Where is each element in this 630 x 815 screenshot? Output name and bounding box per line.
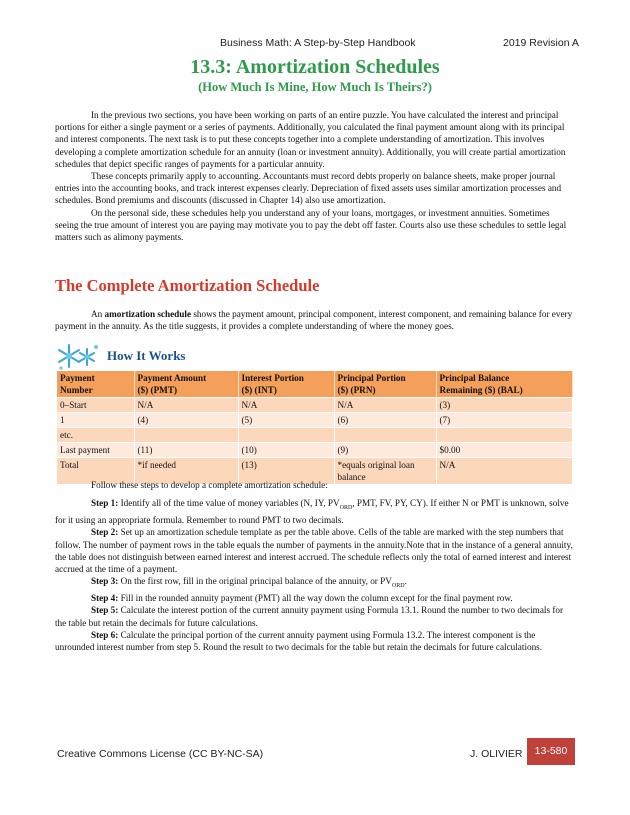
table-cell: (11) — [134, 443, 238, 458]
table-cell: $0.00 — [436, 443, 573, 458]
table-row — [57, 428, 573, 443]
footer-license: Creative Commons License (CC BY-NC-SA) — [57, 748, 264, 760]
table-cell: 0–Start — [57, 398, 134, 413]
table-cell: Last payment — [57, 443, 134, 458]
step-6: Step 6: Calculate the principal portion of the current annuity payment using Formula 13.2. The interest component is the unrounded interest number from step 5. Round the result to two decimals for the table but retain the decimals for future calculations. — [55, 629, 543, 653]
amortization-template-table — [57, 371, 573, 484]
steps-section — [55, 479, 574, 653]
column-header: Interest Portion ($) (INT) — [238, 371, 334, 398]
step-2: Step 2: Set up an amortization schedule template as per the table above. Cells of the table are marked with the step numbers that follow. The number of payment rows in the table equals the number of payments in the annuity.Note that in the instance of a general annuity, the table does not distinguish between earned interest and interest accrued. The schedule reflects only the total of earned interest and interest accrued at the time of a payment. — [55, 527, 573, 575]
intro-paragraph: On the personal side, these schedules help you understand any of your loans, mortgages, or investment annuities. Sometimes seeing the true amount of interest you are paying may motivate you to pay the debt off faster. Courts also use these schedules to settle legal matters such as alimony payments. — [55, 207, 567, 243]
how-it-works-label: How It Works — [107, 348, 186, 363]
amortization-definition — [55, 308, 574, 332]
footer-author: J. OLIVIER — [470, 748, 523, 760]
table-cell: (10) — [238, 443, 334, 458]
table-cell: N/A — [436, 458, 573, 485]
page-number-badge: 13-580 — [527, 738, 575, 765]
table-cell: (5) — [238, 413, 334, 428]
column-header: Principal Balance Remaining ($) (BAL) — [436, 371, 573, 398]
table-cell — [436, 428, 573, 443]
step-5: Step 5: Calculate the interest portion of the current annuity payment using Formula 13.1. Round the number to two decimals for the table but retain the decimals for future calculations. — [55, 605, 564, 628]
intro-paragraph: In the previous two sections, you have been working on parts of an entire puzzle. You have calculated the interest and principal portions for either a single payment or a series of payments. Additionally, you calculated the final payment amount along with its principal and interest components. The next task is to put these concepts together into a complete understanding of amortization. This involves developing a complete amortization schedule for an annuity (loan or investment annuity). Additionally, you will create partial amortization schedules that depict specific ranges of payments for a particular annuity. — [55, 110, 566, 169]
key-term: amortization schedule — [104, 309, 192, 319]
section-heading: The Complete Amortization Schedule — [55, 276, 320, 295]
running-header-title: Business Math: A Step-by-Step Handbook — [220, 37, 416, 49]
table-cell — [134, 428, 238, 443]
column-header: Principal Portion ($) (PRN) — [334, 371, 436, 398]
table-cell: (7) — [436, 413, 573, 428]
table-cell: Total — [57, 458, 134, 485]
section-title: 13.3: Amortization Schedules — [190, 56, 440, 78]
table-cell: etc. — [57, 428, 134, 443]
table-row — [57, 443, 573, 458]
step-4: Step 4: Fill in the rounded annuity payment (PMT) all the way down the column except for the final payment row. — [91, 593, 513, 604]
table-cell: *if needed — [134, 458, 238, 485]
snowflake-icon — [55, 341, 101, 371]
intro-text — [55, 109, 574, 243]
how-it-works-banner — [55, 341, 355, 371]
table-cell: (4) — [134, 413, 238, 428]
table-cell: N/A — [238, 398, 334, 413]
table-cell — [238, 428, 334, 443]
intro-paragraph: These concepts primarily apply to accounting. Accountants must record debts properly on balance sheets, make proper journal entries into the accounting books, and track interest expenses clearly. Depreciation of fixed assets uses similar amortization processes and schedules. Bond premiums and discounts (discussed in Chapter 14) also use amortization. — [55, 171, 562, 206]
table-header-row — [57, 371, 573, 398]
table-cell: N/A — [334, 398, 436, 413]
table-cell: *equals original loan balance — [334, 458, 436, 485]
table-cell: (13) — [238, 458, 334, 485]
table-cell — [334, 428, 436, 443]
table-cell: (6) — [334, 413, 436, 428]
table-cell: (3) — [436, 398, 573, 413]
section-subtitle: (How Much Is Mine, How Much Is Theirs?) — [198, 80, 432, 94]
running-header-revision: 2019 Revision A — [503, 37, 579, 49]
table-row — [57, 398, 573, 413]
step-1: Step 1: Identify all of the time value of money variables (N, IY, $PV_{ORD}$, PMT, FV, PY, CY). If either N or PMT is unknown, solve for it using an appropriate formula. Remember to round PMT to two decimals. — [55, 498, 569, 526]
table-cell: 1 — [57, 413, 134, 428]
column-header: Payment Amount ($) (PMT) — [134, 371, 238, 398]
definition-text: An — [91, 309, 105, 319]
steps-lead: Follow these steps to develop a complete amortization schedule: — [91, 480, 328, 490]
step-3: Step 3: On the first row, fill in the original principal balance of the annuity, or $PV_{ORD}$. — [91, 576, 407, 590]
column-header: Payment Number — [57, 371, 134, 398]
table-cell: N/A — [134, 398, 238, 413]
table-row — [57, 413, 573, 428]
table-cell: (9) — [334, 443, 436, 458]
definition-text: shows the payment amount, principal component, interest component, and remaining balance for every payment in the annuity. As the title suggests, it provides a complete understanding of where the money goes. — [55, 309, 573, 332]
